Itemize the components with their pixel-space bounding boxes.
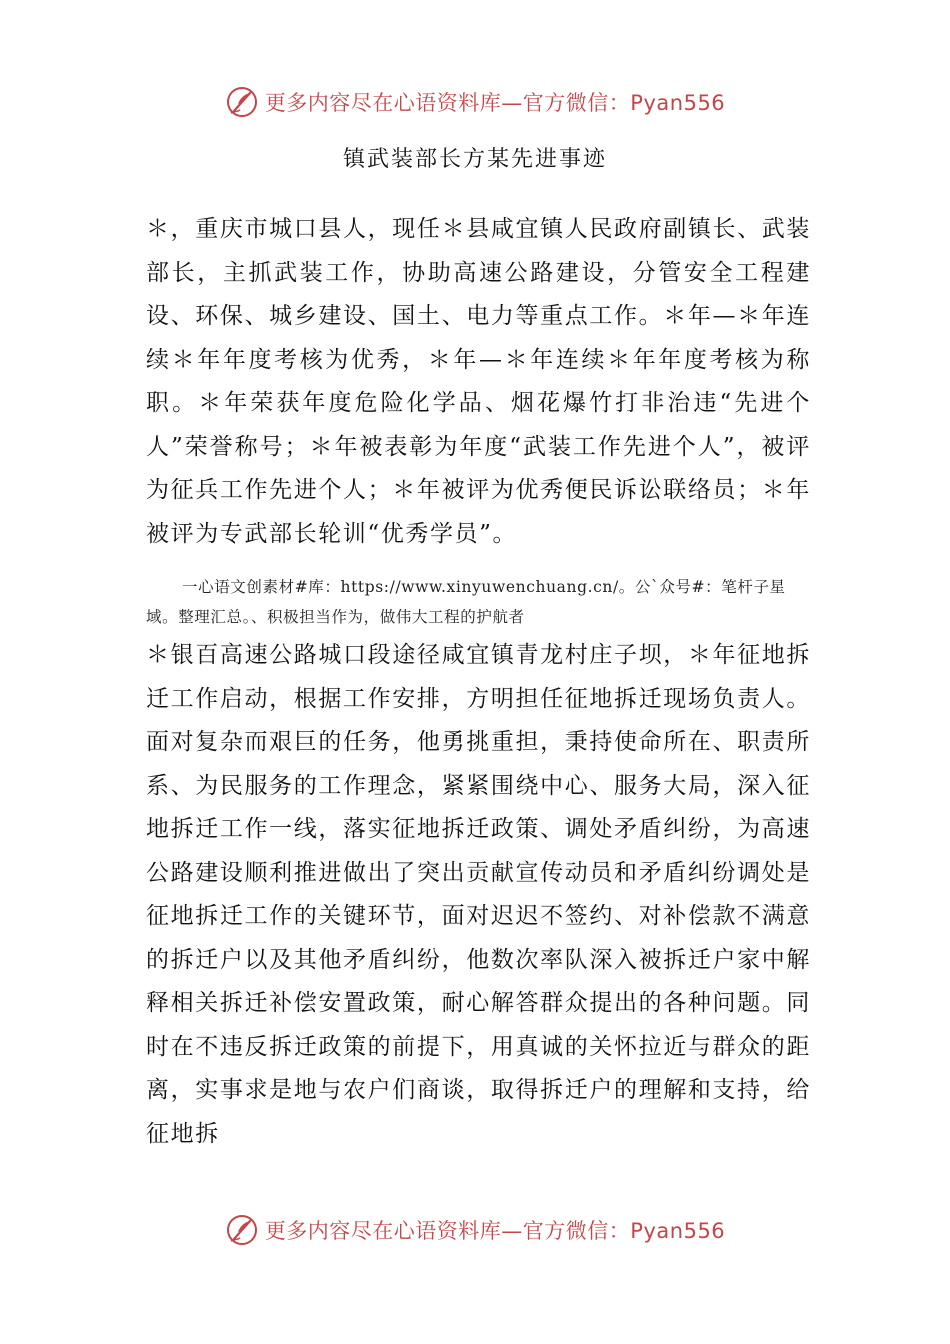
header-watermark-banner xyxy=(0,80,950,124)
source-note: 一心语文创素材#库：https://www.xinyuwenchuang.cn/。公`众号#：笔杆子星域。整理汇总。、积极担当作为，做伟大工程的护航者 xyxy=(146,578,786,626)
page-title: 镇武装部长方某先进事迹 xyxy=(342,147,607,172)
paragraph-body: ＊银百高速公路城口段途径咸宜镇青龙村庄子坝，＊年征地拆迁工作启动，根据工作安排，方明担任征地拆迁现场负责人。面对复杂而艰巨的任务，他勇挑重担，秉持使命所在、职责所系、为民服务的工作理念，紧紧围绕中心、服务大局，深入征地拆迁工作一线，落实征地拆迁政策、调处矛盾纠纷，为高速公路建设顺利推进做出了突出贡献宣传动员和矛盾纠纷调处是征地拆迁工作的关键环节，面对迟迟不签约、对补偿款不满意的拆迁户以及其他矛盾纠纷，他数次率队深入被拆迁户家中解释相关拆迁补偿安置政策，耐心解答群众提出的各种问题。同时在不违反拆迁政策的前提下，用真诚的关怀拉近与群众的距离，实事求是地与农户们商谈，取得拆迁户的理解和支持，给征地拆 xyxy=(146,642,811,1147)
watermark-text: 更多内容尽在心语资料库—官方微信：Pyan556 xyxy=(264,1219,726,1243)
footer-watermark-banner xyxy=(0,1208,950,1252)
feather-pen-icon xyxy=(225,85,259,119)
feather-pen-icon xyxy=(225,1213,259,1247)
paragraph-intro: ＊，重庆市城口县人，现任＊县咸宜镇人民政府副镇长、武装部长，主抓武装工作，协助高速公路建设，分管安全工程建设、环保、城乡建设、国土、电力等重点工作。＊年—＊年连续＊年年度考核为优秀，＊年—＊年连续＊年年度考核为称职。＊年荣获年度危险化学品、烟花爆竹打非治违“先进个人”荣誉称号；＊年被表彰为年度“武装工作先进个人”，被评为征兵工作先进个人；＊年被评为优秀便民诉讼联络员；＊年被评为专武部长轮训“优秀学员”。 xyxy=(146,216,811,547)
watermark-text: 更多内容尽在心语资料库—官方微信：Pyan556 xyxy=(264,91,726,115)
